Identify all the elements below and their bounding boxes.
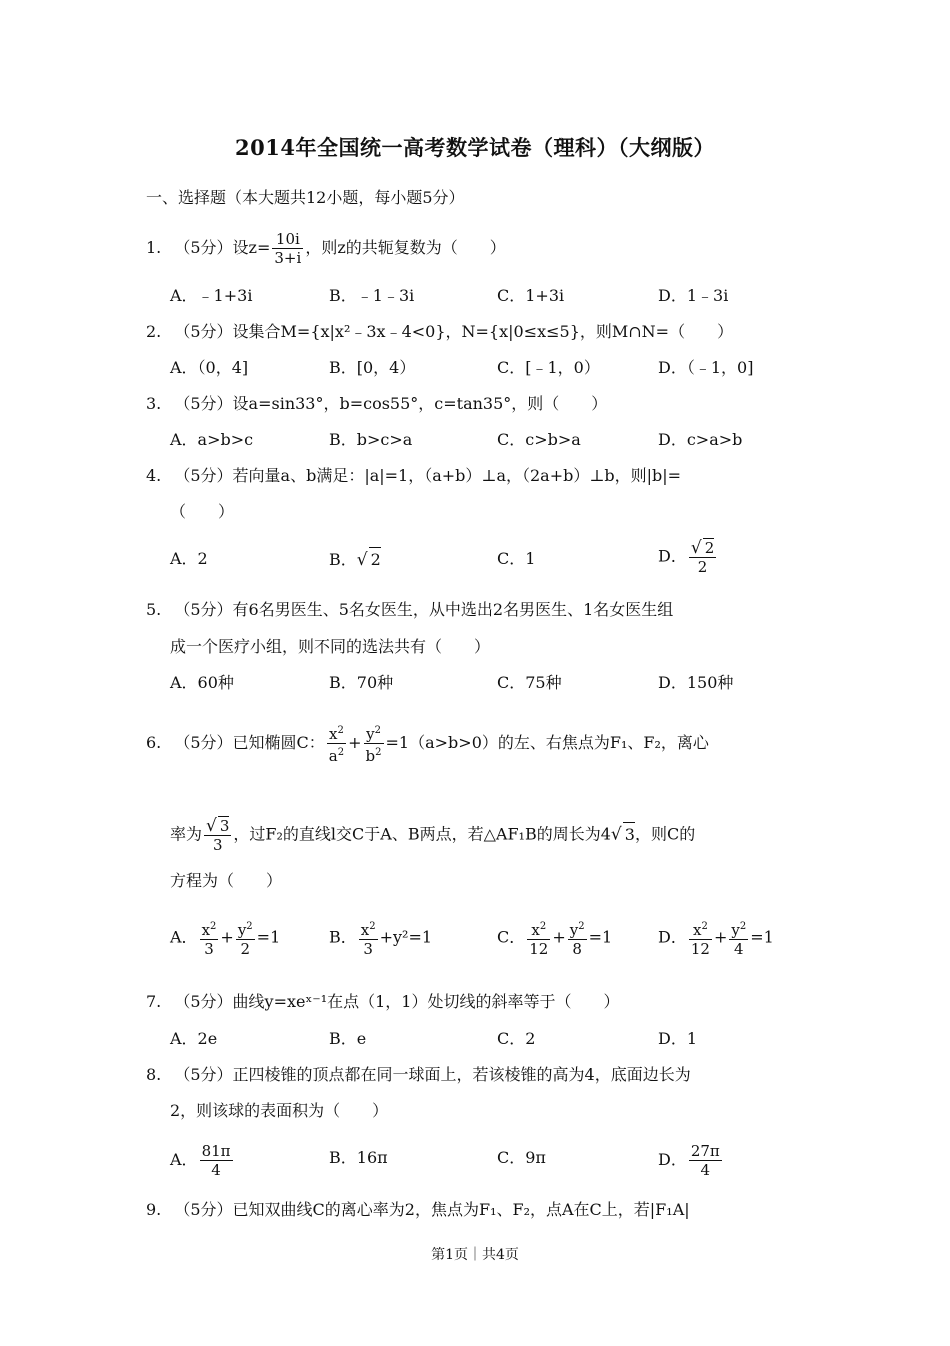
question-9 (146, 1198, 690, 1222)
question-text-continued: 成一个医疗小组，则不同的选法共有（ ） (170, 637, 491, 656)
question-text: （5分）正四棱锥的顶点都在同一球面上，若该棱锥的高为4，底面边长为 (174, 1065, 691, 1084)
question-text: （5分）设z= (174, 238, 271, 257)
option-c: C．75种 (497, 673, 562, 692)
option-d: D． $\frac{x^2}{12}$ + $\frac{y^2}{4}$ =1 (658, 918, 774, 958)
option-a: A．2e (170, 1029, 218, 1048)
question-number: 8. (146, 1065, 162, 1084)
option-d: D．（﹣1，0] (658, 358, 754, 377)
option-a: A． $\frac{81\pi}{4}$ (170, 1142, 231, 1179)
option-b: B．16π (329, 1148, 388, 1167)
option-b: B．b>c>a (329, 430, 413, 449)
option-d: D．c>a>b (658, 430, 743, 449)
question-text: ，则z的共轭复数为（ ） (305, 238, 506, 257)
fraction: $\frac{10i}{3+i}$ (274, 230, 302, 267)
option-a: A．﹣1+3i (170, 286, 253, 305)
page-footer: 第1页｜共4页 (431, 1247, 519, 1263)
option-a: A． $\frac{x^2}{3}$ + $\frac{y^2}{2}$ =1 (170, 918, 280, 958)
radical-sign: √ (356, 550, 368, 570)
question-text: （5分）已知双曲线C的离心率为2，焦点为F₁、F₂，点A在C上，若|F₁A| (174, 1200, 690, 1219)
question-text-continued: （ ） (170, 502, 235, 521)
question-number: 7. (146, 992, 162, 1011)
section-heading: 一、选择题（本大题共12小题，每小题5分） (146, 188, 465, 207)
option-c: C． $\frac{x^2}{12}$ + $\frac{y^2}{8}$ =1 (497, 918, 612, 958)
option-c: C．2 (497, 1029, 536, 1048)
option-a: A．（0，4] (170, 358, 249, 377)
option-a: A．2 (170, 549, 208, 568)
question-number: 4. (146, 466, 162, 485)
option-c: C．1+3i (497, 286, 565, 305)
option-c: C．c>b>a (497, 430, 581, 449)
option-b: B．√ 2 (329, 547, 381, 572)
question-number: 9. (146, 1200, 162, 1219)
option-a: A．60种 (170, 673, 234, 692)
question-1 (146, 230, 506, 267)
option-b: B．70种 (329, 673, 394, 692)
question-text: （5分）已知椭圆C： (174, 733, 325, 752)
question-text: （5分）设a=sin33°，b=cos55°，c=tan35°，则（ ） (174, 394, 608, 413)
fraction: $\frac{√ 2}{2}$ (690, 538, 715, 576)
question-text: （5分）有6名男医生、5名女医生，从中选出2名男医生、1名女医生组 (174, 600, 674, 619)
question-text: =1（a>b>0）的左、右焦点为F₁、F₂，离心 (385, 733, 709, 752)
question-number: 2. (146, 322, 162, 341)
question-8 (146, 1063, 691, 1087)
option-b: B．e (329, 1029, 367, 1048)
question-text-continued: 率为 $\frac{√ 3}{3}$ ，过F₂的直线l交C于A、B两点，若△AF₁B的周长为4√ 3，则C的 (170, 816, 696, 854)
page-title: 2014年全国统一高考数学试卷（理科）（大纲版） (235, 135, 715, 160)
question-text-continued: 2，则该球的表面积为（ ） (170, 1101, 389, 1120)
radical-sign: √ (610, 824, 622, 845)
option-a: A．a>b>c (170, 430, 254, 449)
option-b: B．[0，4） (329, 358, 416, 377)
option-d: D．1 (658, 1029, 698, 1048)
question-text: （5分）若向量a、b满足：|a|=1，（a+b）⊥a，（2a+b）⊥b，则|b|= (174, 466, 682, 485)
question-number: 5. (146, 600, 162, 619)
option-b: B． $\frac{x^2}{3}$ +y²=1 (329, 918, 432, 958)
question-text: （5分）设集合M={x|x²﹣3x﹣4<0}，N={x|0≤x≤5}，则M∩N=（ ） (174, 322, 734, 341)
question-text: （5分）曲线y=xeˣ⁻¹在点（1，1）处切线的斜率等于（ ） (174, 992, 620, 1011)
question-4 (146, 464, 681, 488)
option-d: D． $\frac{27\pi}{4}$ (658, 1142, 720, 1179)
option-c: C．1 (497, 549, 536, 568)
question-7 (146, 990, 619, 1014)
question-3 (146, 392, 607, 416)
question-6: 6. （5分）已知椭圆C： $\frac{x^2}{a^2}$ + $\frac{y^2}{b^2}$ =1（a>b>0）的左、右焦点为F₁、F₂，离心 (146, 722, 709, 765)
option-c: C．9π (497, 1148, 546, 1167)
option-d: D． $\frac{√ 2}{2}$ (658, 538, 715, 576)
option-c: C．[﹣1，0） (497, 358, 600, 377)
fraction: $\frac{√ 3}{3}$ (206, 816, 230, 854)
question-number: 3. (146, 394, 162, 413)
question-2 (146, 320, 733, 344)
question-text-continued: 方程为（ ） (170, 871, 283, 890)
fraction: $\frac{x^2}{a^2}$ (327, 722, 346, 765)
fraction: $\frac{y^2}{b^2}$ (364, 722, 384, 765)
option-b: B．﹣1﹣3i (329, 286, 415, 305)
question-5 (146, 598, 673, 622)
question-number: 1. (146, 238, 162, 257)
option-d: D．1﹣3i (658, 286, 729, 305)
option-d: D．150种 (658, 673, 734, 692)
question-number: 6. (146, 733, 162, 752)
